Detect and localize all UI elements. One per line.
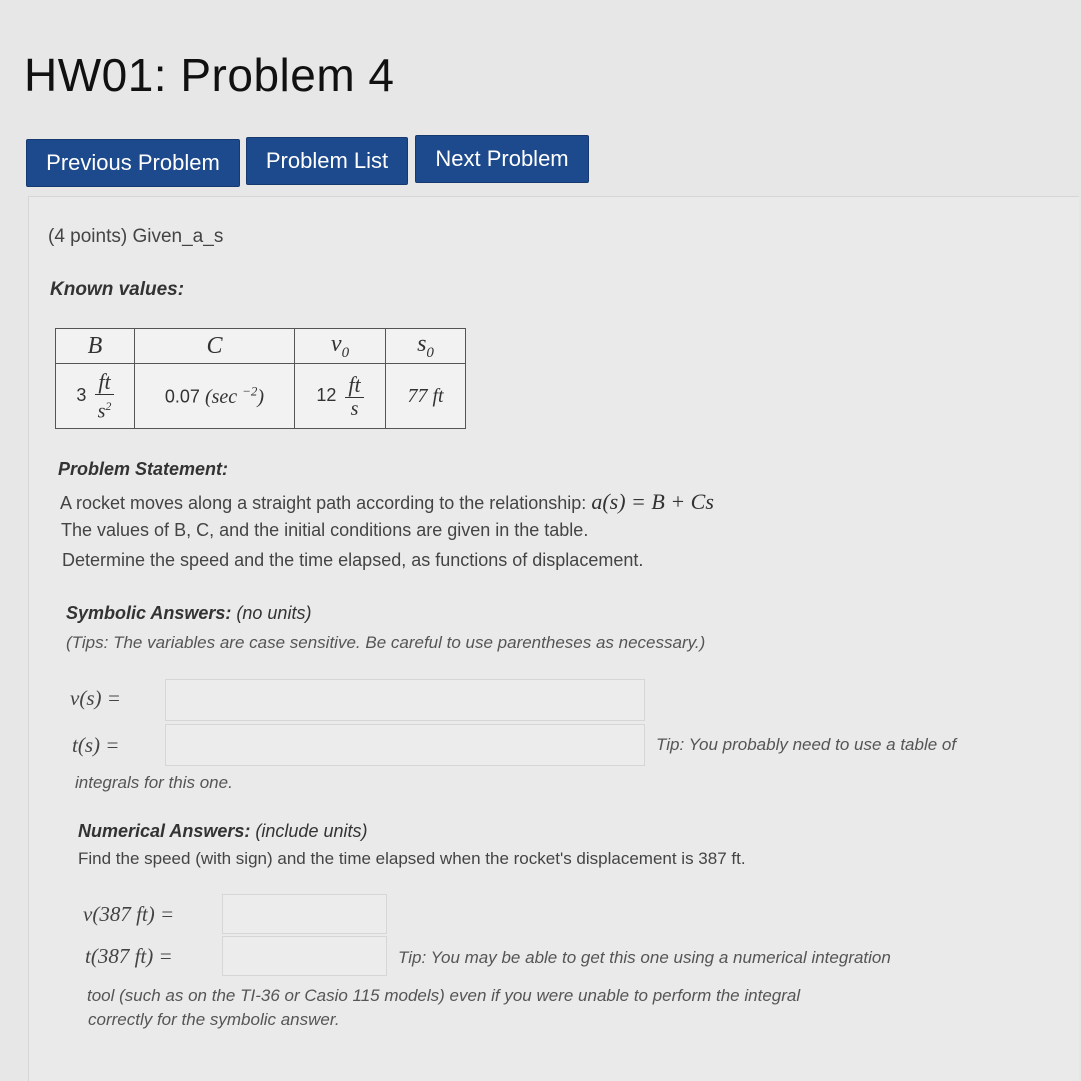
statement-line-1: A rocket moves along a straight path according to the relationship: a(s) = B + Cs <box>60 489 714 514</box>
t-s-tip: Tip: You probably need to use a table of <box>656 735 957 754</box>
v-s-input[interactable] <box>165 679 645 721</box>
t-387-input[interactable] <box>222 936 387 976</box>
table-header-B: B <box>56 329 135 364</box>
v-387-input[interactable] <box>222 894 387 934</box>
problem-list-button[interactable]: Problem List <box>246 137 408 185</box>
table-cell-C: 0.07 (sec $^{-2}$) <box>135 364 295 429</box>
t-s-tip-continued: integrals for this one. <box>75 773 233 792</box>
numerical-prompt: Find the speed (with sign) and the time elapsed when the rocket's displacement is 387 ft. <box>78 849 746 868</box>
symbolic-tips: (Tips: The variables are case sensitive. Be careful to use parentheses as necessary.) <box>66 633 706 652</box>
previous-problem-button[interactable]: Previous Problem <box>26 139 240 187</box>
t-387-tip: Tip: You may be able to get this one using a numerical integration <box>398 948 891 967</box>
table-header-C: C <box>135 329 295 364</box>
statement-line-3: Determine the speed and the time elapsed, as functions of displacement. <box>62 550 644 570</box>
table-cell-s0: 77 ft <box>386 364 466 429</box>
t-387-tip-end: correctly for the symbolic answer. <box>88 1010 340 1029</box>
next-problem-button[interactable]: Next Problem <box>415 135 589 183</box>
t-s-input[interactable] <box>165 724 645 766</box>
v-387-label: v(387 ft) = <box>83 902 175 926</box>
t-387-label: t(387 ft) = <box>85 944 173 968</box>
points-line: (4 points) Given_a_s <box>48 226 224 247</box>
t-387-tip-continued: tool (such as on the TI-36 or Casio 115 models) even if you were unable to perform the integral <box>87 986 801 1005</box>
statement-equation: a(s) = B + Cs <box>591 489 714 514</box>
statement-line-2: The values of B, C, and the initial conditions are given in the table. <box>61 520 589 540</box>
table-cell-B: 3 $\frac{ft}{s^2}$ <box>56 364 135 429</box>
page-title: HW01: Problem 4 <box>24 49 395 101</box>
table-header-v0: $v_0$ <box>295 329 386 364</box>
t-s-label: t(s) = <box>72 733 120 757</box>
known-values-table <box>55 328 466 429</box>
table-header-s0: $s_0$ <box>386 329 466 364</box>
table-cell-v0: 12 $\frac{ft}{s}$ <box>295 364 386 429</box>
symbolic-answers-heading: Symbolic Answers: (no units) <box>66 603 312 623</box>
known-values-heading: Known values: <box>50 279 185 300</box>
numerical-answers-heading: Numerical Answers: (include units) <box>78 821 368 841</box>
problem-statement-heading: Problem Statement: <box>58 459 229 479</box>
v-s-label: v(s) = <box>70 686 121 710</box>
